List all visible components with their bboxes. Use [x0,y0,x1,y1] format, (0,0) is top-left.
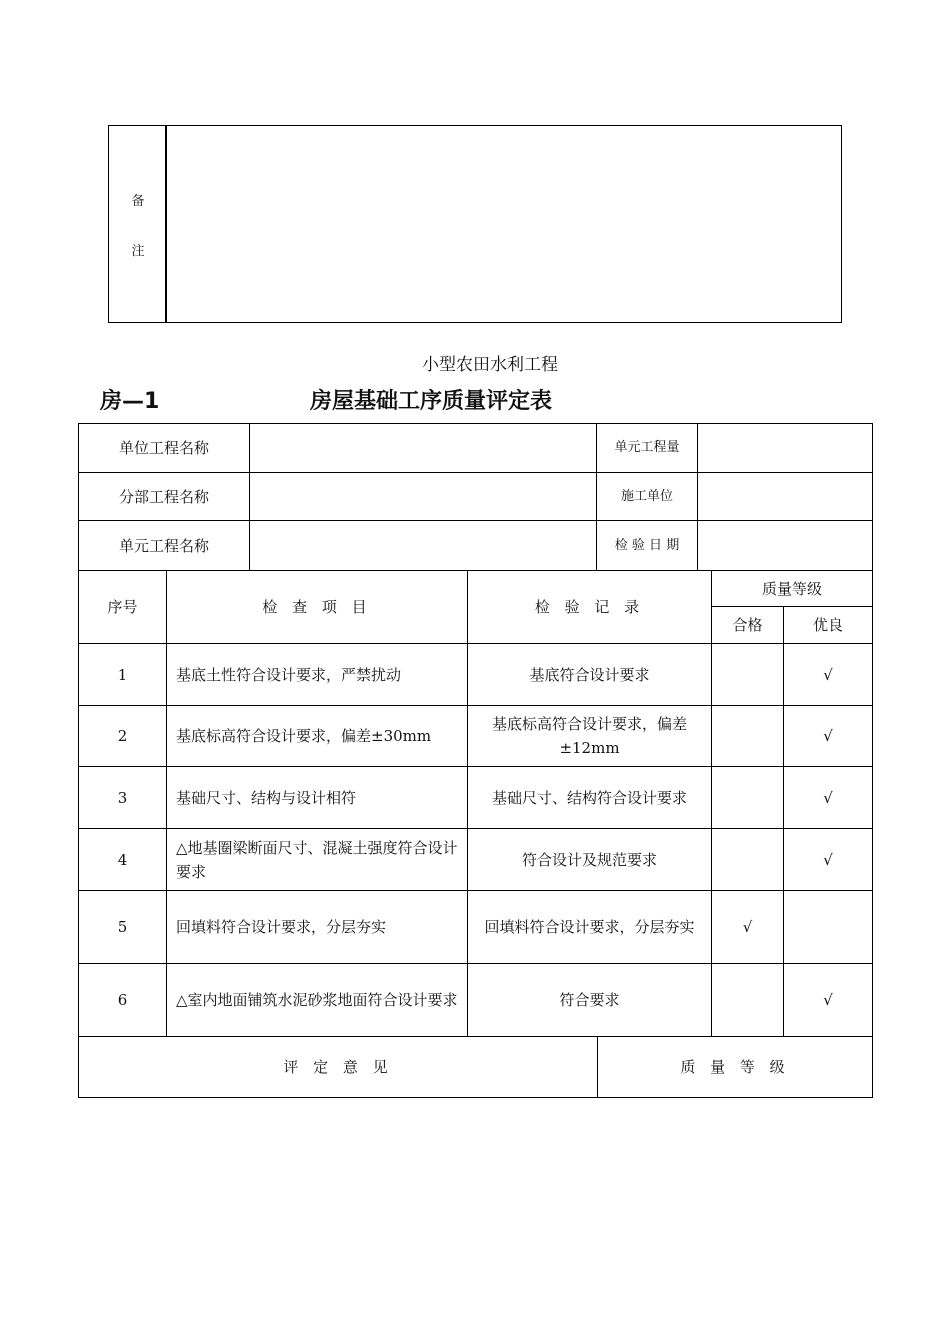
excellent-mark[interactable]: √ [784,829,873,891]
inspection-date-field[interactable] [698,521,873,571]
qualified-mark[interactable] [712,767,784,829]
check-item: 回填料符合设计要求，分层夯实 [167,891,468,964]
qualified-mark[interactable] [712,706,784,767]
table-row [79,829,873,891]
info-row [79,521,873,571]
table-header-row [79,571,873,607]
unit-project-name-field[interactable] [250,424,597,473]
element-quantity-field[interactable] [698,424,873,473]
row-number: 4 [79,829,167,891]
excellent-mark[interactable]: √ [784,964,873,1037]
element-project-name-field[interactable] [250,521,597,571]
qualified-mark[interactable] [712,829,784,891]
row-number: 5 [79,891,167,964]
table-row [79,706,873,767]
page-title: 房屋基础工序质量评定表 [310,389,553,414]
inspection-record[interactable]: 基底符合设计要求 [468,644,712,706]
qualified-header: 合格 [712,607,784,644]
table-row [79,964,873,1037]
item-header: 检 查 项 目 [167,571,468,644]
inspection-record[interactable]: 符合要求 [468,964,712,1037]
grade-header: 质量等级 [712,571,873,607]
info-row [79,473,873,521]
unit-project-name-label: 单位工程名称 [79,424,250,473]
row-number: 2 [79,706,167,767]
document-subtitle: 小型农田水利工程 [422,355,558,375]
check-item: 基础尺寸、结构与设计相符 [167,767,468,829]
project-info-table [78,423,873,571]
table-row [79,644,873,706]
excellent-mark[interactable]: √ [784,706,873,767]
inspection-record[interactable]: 基础尺寸、结构符合设计要求 [468,767,712,829]
row-number: 1 [79,644,167,706]
record-header: 检 验 记 录 [468,571,712,644]
construction-unit-field[interactable] [698,473,873,521]
remarks-box [108,125,842,323]
form-code: 房—1 [100,389,160,414]
qualified-mark[interactable]: √ [712,891,784,964]
qualified-mark[interactable] [712,644,784,706]
table-row [79,767,873,829]
quality-grade-field[interactable]: 质 量 等 级 [598,1037,873,1098]
info-row [79,424,873,473]
seq-header: 序号 [79,571,167,644]
construction-unit-label: 施工单位 [597,473,698,521]
table-row [79,891,873,964]
evaluation-opinion-field[interactable]: 评 定 意 见 [79,1037,598,1098]
evaluation-table [78,1036,873,1098]
remarks-label-column [109,126,167,322]
inspection-record[interactable]: 基底标高符合设计要求，偏差±12mm [468,706,712,767]
qualified-mark[interactable] [712,964,784,1037]
element-project-name-label: 单元工程名称 [79,521,250,571]
remarks-label-char-1: 备 [131,194,145,209]
excellent-mark[interactable]: √ [784,644,873,706]
inspection-date-label: 检 验 日 期 [597,521,698,571]
excellent-mark[interactable]: √ [784,767,873,829]
remarks-content[interactable] [169,126,841,322]
check-item: △室内地面铺筑水泥砂浆地面符合设计要求 [167,964,468,1037]
division-project-name-field[interactable] [250,473,597,521]
excellent-header: 优良 [784,607,873,644]
evaluation-row [79,1037,873,1098]
row-number: 6 [79,964,167,1037]
excellent-mark[interactable] [784,891,873,964]
element-quantity-label: 单元工程量 [597,424,698,473]
division-project-name-label: 分部工程名称 [79,473,250,521]
inspection-record[interactable]: 回填料符合设计要求，分层夯实 [468,891,712,964]
check-item: △地基圈梁断面尺寸、混凝土强度符合设计要求 [167,829,468,891]
inspection-table [78,570,873,1037]
check-item: 基底土性符合设计要求，严禁扰动 [167,644,468,706]
row-number: 3 [79,767,167,829]
check-item: 基底标高符合设计要求，偏差±30mm [167,706,468,767]
remarks-label-char-2: 注 [131,244,145,259]
inspection-record[interactable]: 符合设计及规范要求 [468,829,712,891]
